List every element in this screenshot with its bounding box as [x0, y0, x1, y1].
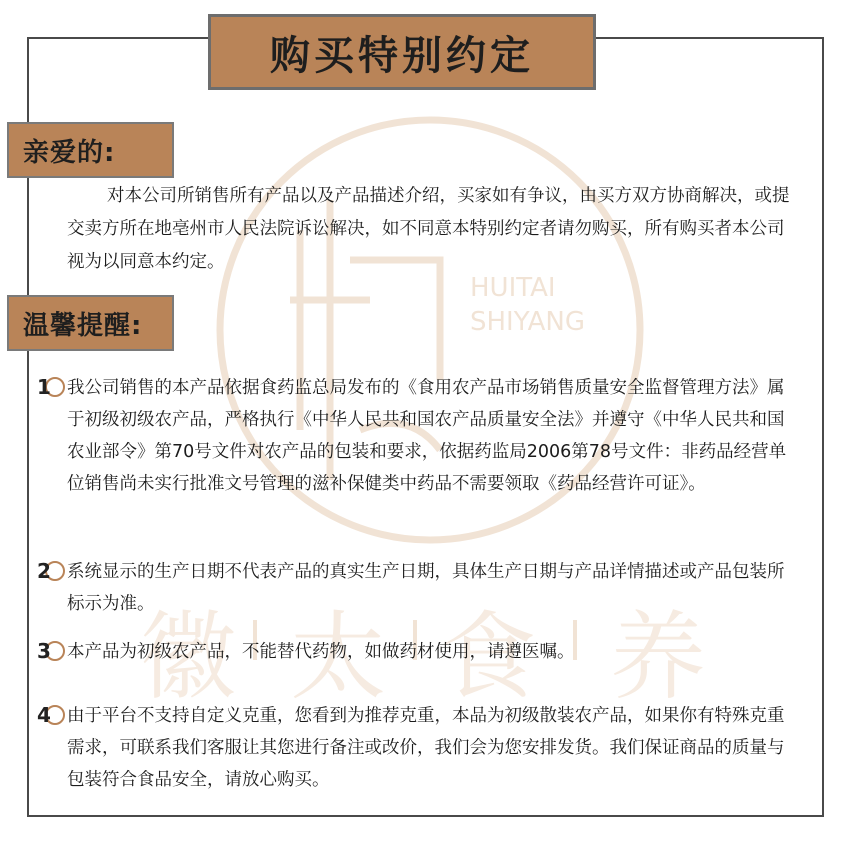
watermark-char-4: 养: [610, 601, 706, 713]
reminder-item-1: [37, 372, 797, 500]
item-number: 1: [37, 375, 51, 399]
item-number-badge: [37, 636, 67, 668]
item-number-badge: [37, 556, 67, 588]
watermark-char-2: 太: [290, 601, 386, 713]
item-number: 4: [37, 703, 51, 727]
section-heading-reminder: [7, 295, 174, 351]
reminder-item-text: 我公司销售的本产品依据食药监总局发布的《食用农产品市场销售质量安全监督管理方法》属于初级初级农产品，严格执行《中华人民共和国农产品质量安全法》并遵守《中华人民共和国农业部令》第70号文件对农产品的包装和要求，依据药监局2006第78号文件：非药品经营单位销售尚未实行批准文号管理的滋补保健类中药品不需要领取《药品经营许可证》。: [67, 378, 787, 494]
watermark-latin-2: SHIYANG: [470, 307, 585, 337]
reminder-item-3: [37, 636, 797, 668]
reminder-item-2: [37, 556, 797, 620]
item-number: 3: [37, 639, 51, 663]
reminder-item-text: 由于平台不支持自定义克重，您看到为推荐克重，本品为初级散装农产品，如果你有特殊克重需求，可联系我们客服让其您进行备注或改价，我们会为您安排发货。我们保证商品的质量与包装符合食品安全，请放心购买。: [67, 706, 785, 790]
item-number: 2: [37, 559, 51, 583]
page-title-banner: [208, 14, 596, 90]
item-number-badge: [37, 372, 67, 404]
watermark-char-1: 徽: [140, 601, 236, 713]
reminder-item-text: 系统显示的生产日期不代表产品的真实生产日期，具体生产日期与产品详情描述或产品包装所标示为准。: [67, 562, 785, 614]
watermark-latin-1: HUITAI: [470, 273, 556, 303]
watermark-char-3: 食: [440, 601, 536, 713]
section-heading-dear: [7, 122, 174, 178]
reminder-item-text: 本产品为初级农产品，不能替代药物，如做药材使用，请遵医嘱。: [67, 642, 575, 662]
intro-paragraph: 对本公司所销售所有产品以及产品描述介绍，买家如有争议，由买方双方协商解决，或提交卖方所在地亳州市人民法院诉讼解决，如不同意本特别约定者请勿购买，所有购买者本公司视为以同意本约定。: [67, 186, 790, 272]
item-number-badge: [37, 700, 67, 732]
reminder-item-4: [37, 700, 797, 796]
section-heading-reminder-label: 温馨提醒:: [23, 310, 143, 341]
page-title: 购买特别约定: [270, 32, 534, 79]
section-heading-dear-label: 亲爱的:: [23, 137, 116, 168]
